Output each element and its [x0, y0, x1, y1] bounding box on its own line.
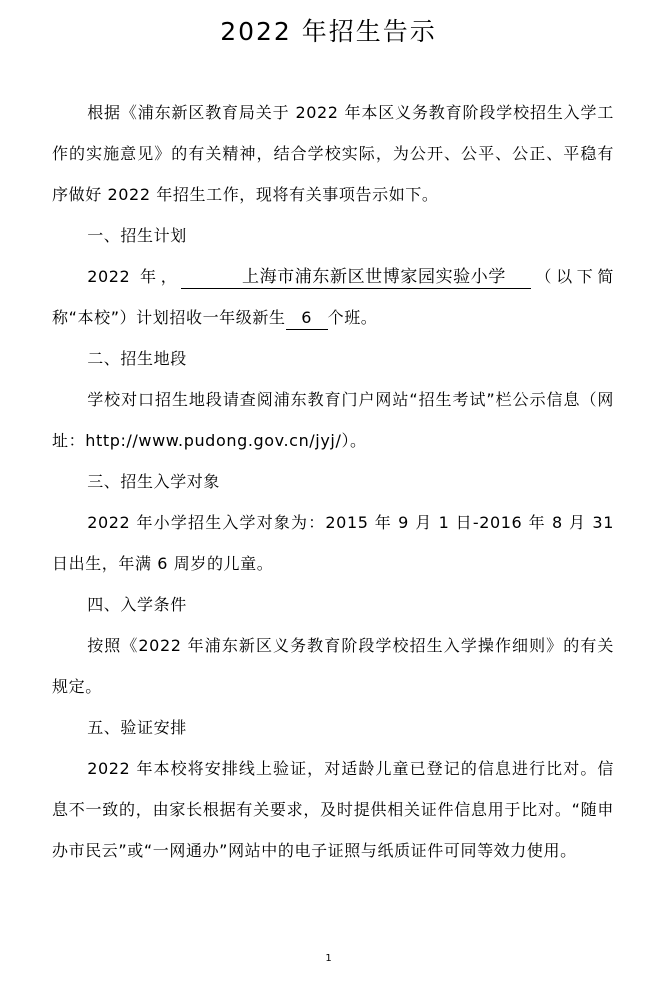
- section-5-heading: 五、验证安排: [87, 718, 187, 737]
- plan-middle: （以下简称“本校”）计划招收一年级新生: [52, 267, 614, 327]
- page-number: 1: [325, 953, 332, 964]
- intro-paragraph: 根据《浦东新区教育局关于 2022 年本区义务教育阶段学校招生入学工作的实施意见》的有关精神，结合学校实际，为公开、公平、公正、平稳有序做好 2022 年招生工作，现将有关事项告示如下。: [52, 103, 614, 204]
- section-3-paragraph: 2022 年小学招生入学对象为：2015 年 9 月 1 日-2016 年 8 月 31 日出生，年满 6 周岁的儿童。: [52, 513, 614, 573]
- section-2-heading: 二、招生地段: [87, 349, 187, 368]
- page-title: 2022 年招生告示: [220, 17, 437, 46]
- section-4-paragraph: 按照《2022 年浦东新区义务教育阶段学校招生入学操作细则》的有关规定。: [52, 636, 614, 696]
- school-name-underlined: 上海市浦东新区世博家园实验小学: [181, 266, 531, 289]
- section-2-paragraph: 学校对口招生地段请查阅浦东教育门户网站“招生考试”栏公示信息（网址：http://www.pudong.gov.cn/jyj/）。: [52, 390, 614, 450]
- plan-suffix: 个班。: [327, 308, 378, 327]
- section-1-paragraph: [52, 256, 614, 338]
- document-body: [52, 92, 614, 871]
- section-3-heading: 三、招生入学对象: [87, 472, 220, 491]
- plan-prefix: 2022 年，: [87, 267, 182, 286]
- class-count-underlined: 6: [286, 307, 328, 330]
- section-1-heading: 一、招生计划: [87, 226, 187, 245]
- section-4-heading: 四、入学条件: [87, 595, 187, 614]
- section-5-paragraph: 2022 年本校将安排线上验证，对适龄儿童已登记的信息进行比对。信息不一致的，由家长根据有关要求，及时提供相关证件信息用于比对。“随申办市民云”或“一网通办”网站中的电子证照与纸质证件可同等效力使用。: [52, 759, 614, 860]
